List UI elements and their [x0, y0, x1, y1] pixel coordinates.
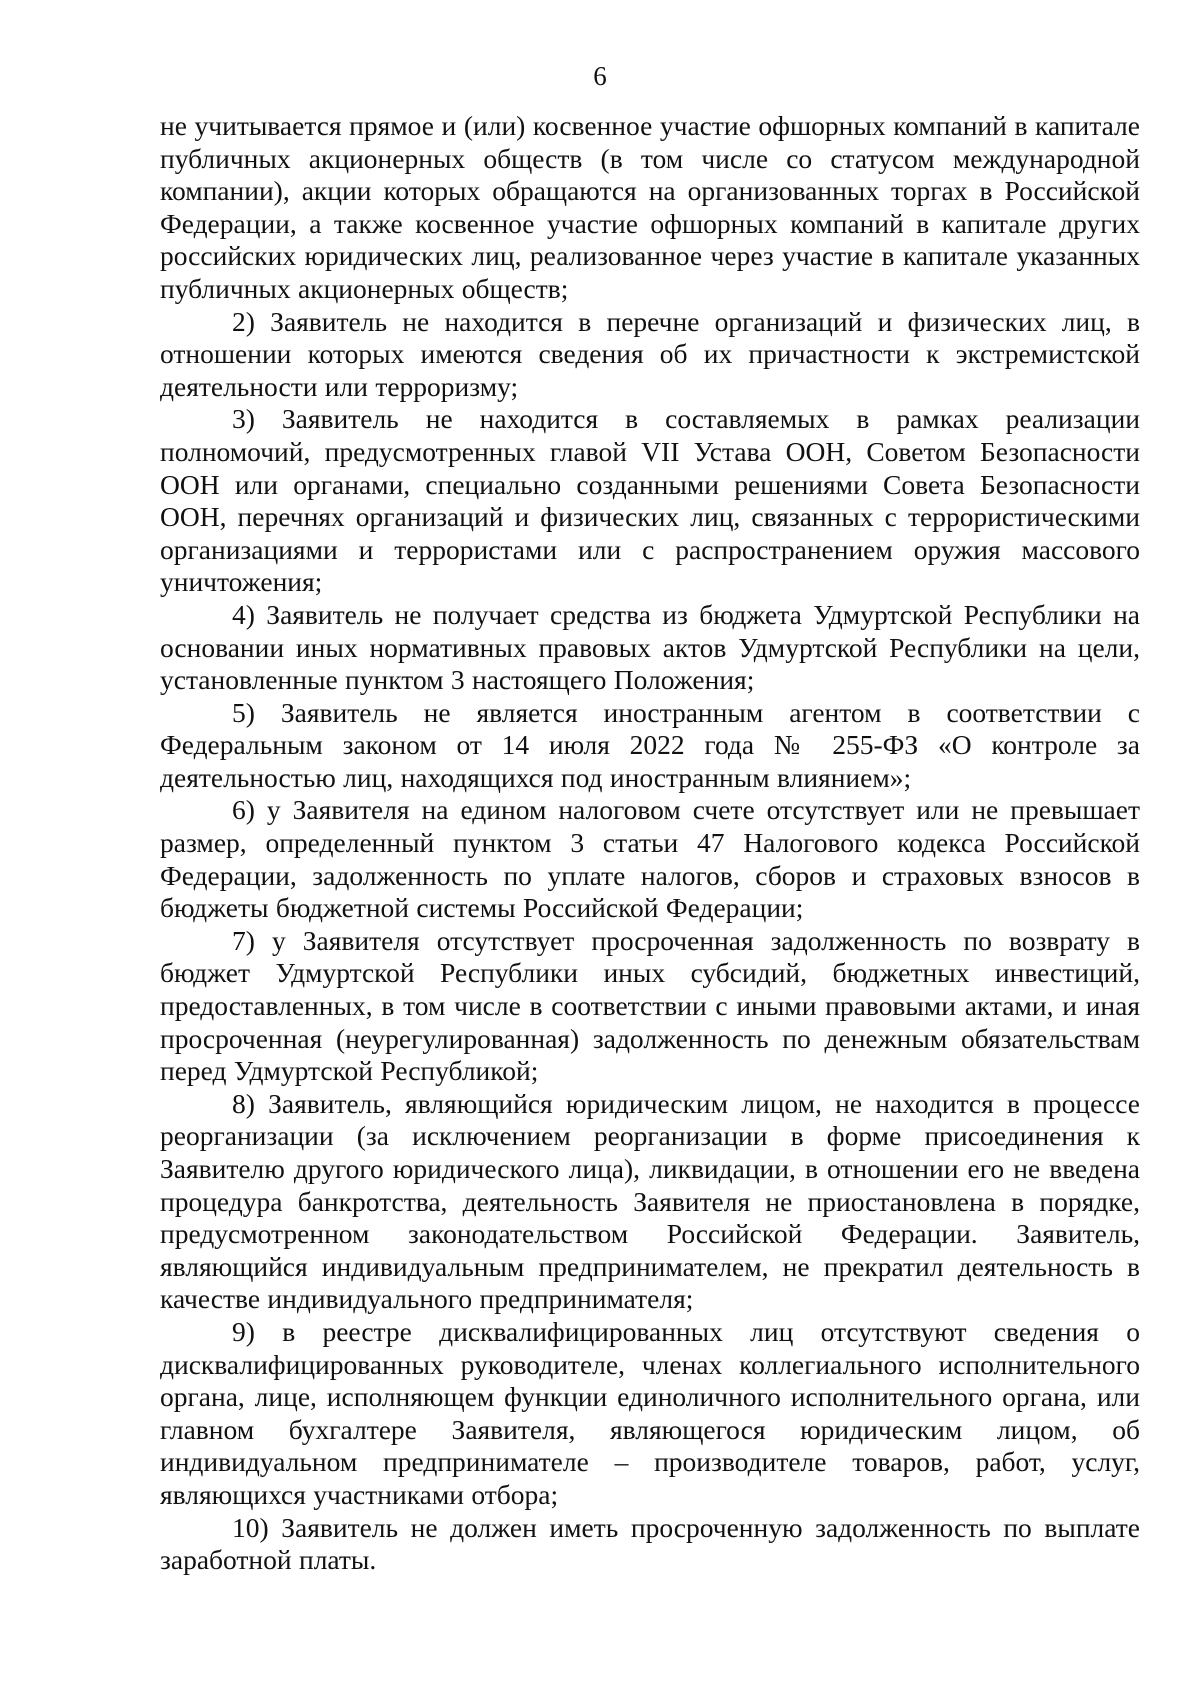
paragraph-item-2: 2) Заявитель не находится в перечне организаций и физических лиц, в отношении которых имеются сведения об их причастности к экстремистской деятельности или терроризму; — [160, 305, 1140, 402]
paragraph-item-7: 7) у Заявителя отсутствует просроченная задолженность по возврату в бюджет Удмуртской Республики иных субсидий, бюджетных инвестиций, предоставленных, в том числе в соответствии с иными правовыми актами, и иная просроченная (неурегулированная) задолженность по денежным обязательствам перед Удмуртской Республикой; — [160, 924, 1140, 1087]
paragraph-item-4: 4) Заявитель не получает средства из бюджета Удмуртской Республики на основании иных нормативных правовых актов Удмуртской Республики на цели, установленные пунктом 3 настоящего Положения; — [160, 598, 1140, 696]
page-number: 6 — [593, 61, 607, 91]
paragraph-item-8: 8) Заявитель, являющийся юридическим лицом, не находится в процессе реорганизации (за исключением реорганизации в форме присоединения к Заявителю другого юридического лица), ликвидации, в отношении его не введена процедура банкротства, деятельность Заявителя не приостановлена в порядке, предусмотренном законодательством Российской Федерации. Заявитель, являющийся индивидуальным предпринимателем, не прекратил деятельность в качестве индивидуального предпринимателя; — [160, 1087, 1140, 1315]
paragraph-item-9: 9) в реестре дисквалифицированных лиц отсутствуют сведения о дисквалифицированных руководителе, членах коллегиального исполнительного органа, лице, исполняющем функции единоличного исполнительного органа, или главном бухгалтере Заявителя, являющегося юридическим лицом, об индивидуальном предпринимателе – производителе товаров, работ, услуг, являющихся участниками отбора; — [160, 1315, 1140, 1510]
paragraph-item-6: 6) у Заявителя на едином налоговом счете отсутствует или не превышает размер, определенный пунктом 3 статьи 47 Налогового кодекса Российской Федерации, задолженность по уплате налогов, сборов и страховых взносов в бюджеты бюджетной системы Российской Федерации; — [160, 794, 1140, 924]
paragraph-item-5: 5) Заявитель не является иностранным агентом в соответствии с Федеральным законом от 14 июля 2022 года № 255-ФЗ «О контроле за деятельностью лиц, находящихся под иностранным влиянием»; — [160, 696, 1140, 793]
paragraph-item-10: 10) Заявитель не должен иметь просроченную задолженность по выплате заработной платы. — [160, 1511, 1140, 1576]
paragraph-item-3: 3) Заявитель не находится в составляемых в рамках реализации полномочий, предусмотренных главой VII Устава ООН, Советом Безопасности ООН или органами, специально созданными решениями Совета Безопасности ООН, перечнях организаций и физических лиц, связанных с террористическими организациями и террористами или с распространением оружия массового уничтожения; — [160, 403, 1140, 598]
paragraph-continuation: не учитывается прямое и (или) косвенное участие офшорных компаний в капитале публичных акционерных обществ (в том числе со статусом международной компании), акции которых обращаются на организованных торгах в Российской Федерации, а также косвенное участие офшорных компаний в капитале других российских юридических лиц, реализованное через участие в капитале указанных публичных акционерных обществ; — [160, 110, 1140, 304]
document-body — [160, 110, 1140, 1577]
